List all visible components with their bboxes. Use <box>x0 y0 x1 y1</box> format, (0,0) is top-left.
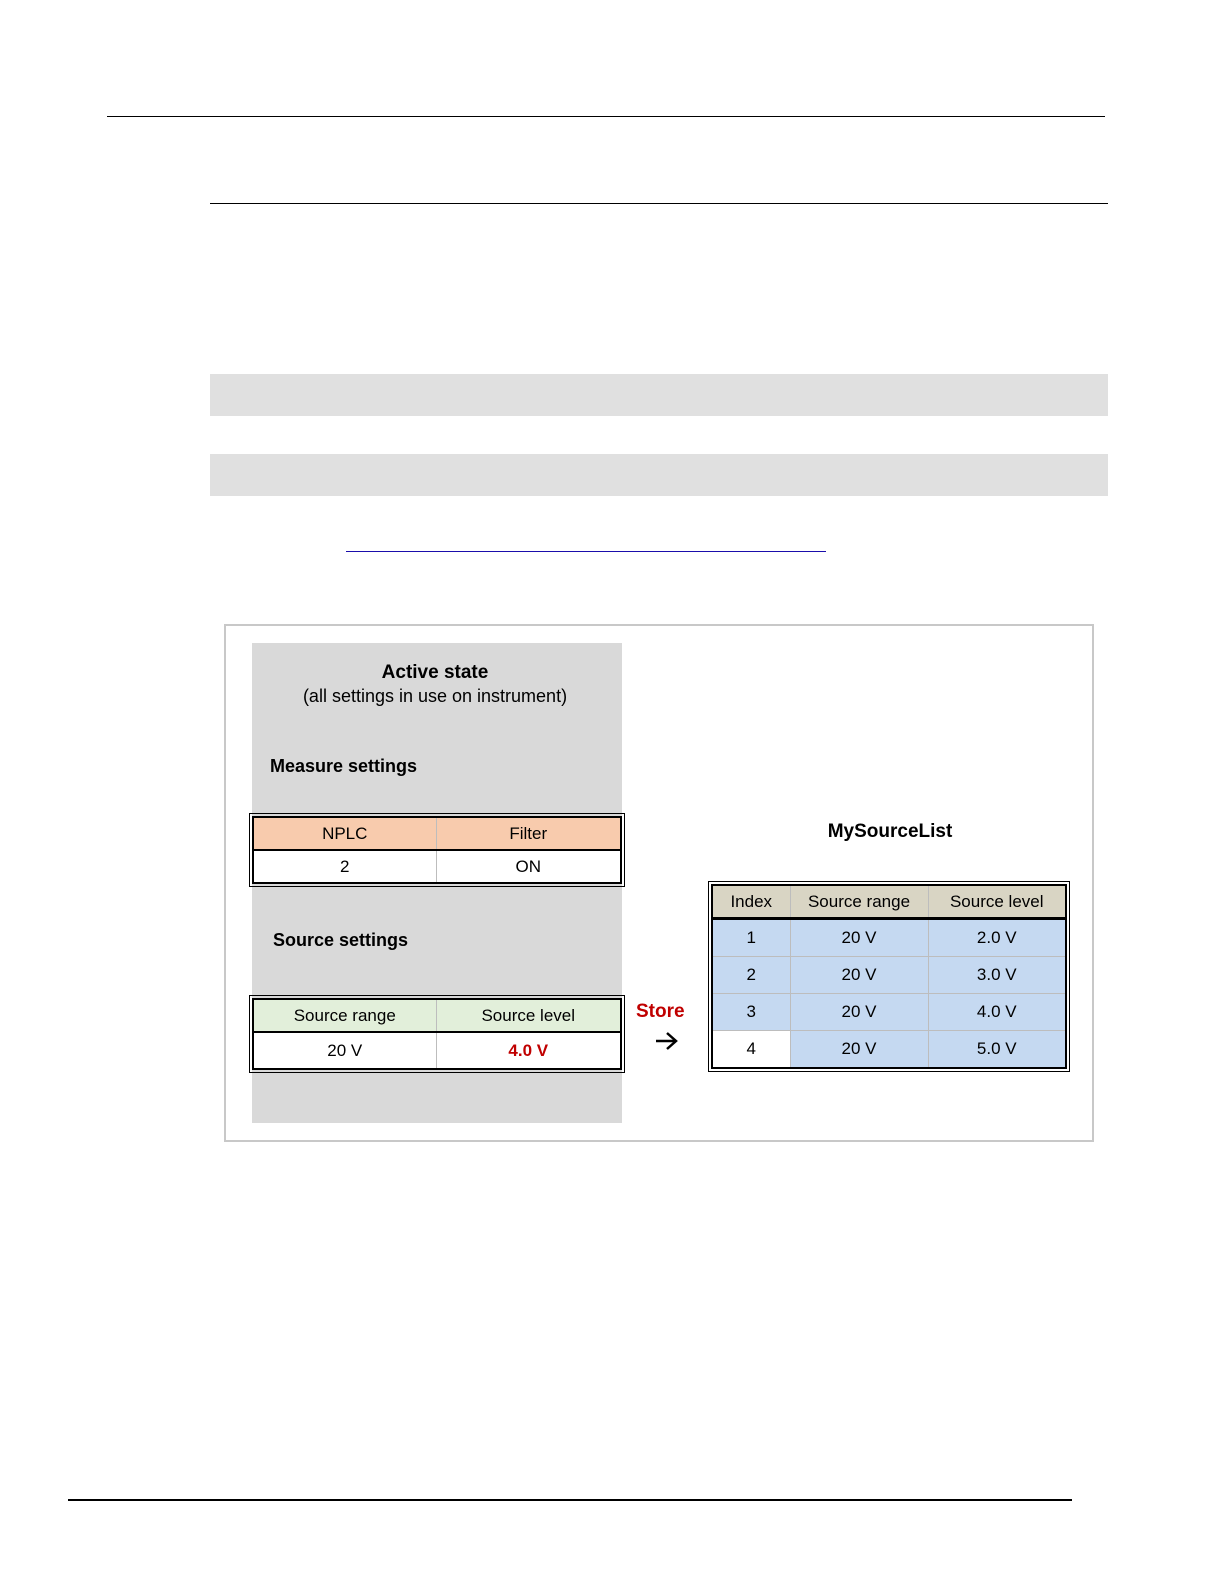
table-row <box>712 957 1066 994</box>
store-arrow-icon <box>654 1030 680 1057</box>
store-label: Store <box>636 1001 685 1022</box>
list-cell-level: 2.0 V <box>928 919 1066 957</box>
source-settings-label: Source settings <box>273 930 409 950</box>
active-state-title: Active state <box>381 662 489 683</box>
code-band-2 <box>210 454 1108 496</box>
measure-settings-label: Measure settings <box>270 756 418 776</box>
source-list-table <box>711 884 1067 1069</box>
measure-header-filter: Filter <box>436 817 621 850</box>
footer-rule <box>68 1499 1072 1501</box>
source-header-level: Source level <box>436 999 621 1032</box>
list-cell-index: 4 <box>712 1031 790 1069</box>
source-header-range: Source range <box>253 999 436 1032</box>
list-cell-range: 20 V <box>790 1031 928 1069</box>
list-header-level: Source level <box>928 885 1066 919</box>
source-value-range: 20 V <box>253 1032 436 1069</box>
list-cell-index: 1 <box>712 919 790 957</box>
measure-value-filter: ON <box>436 850 621 883</box>
list-cell-level: 4.0 V <box>928 994 1066 1031</box>
table-row <box>712 1031 1066 1069</box>
measure-value-nplc: 2 <box>253 850 436 883</box>
measure-header-nplc: NPLC <box>253 817 436 850</box>
section-rule <box>210 203 1108 204</box>
measure-settings-table <box>252 816 622 884</box>
list-cell-range: 20 V <box>790 957 928 994</box>
source-list-title: MySourceList <box>827 821 953 842</box>
list-cell-level: 3.0 V <box>928 957 1066 994</box>
list-cell-index: 2 <box>712 957 790 994</box>
list-header-index: Index <box>712 885 790 919</box>
table-row <box>712 994 1066 1031</box>
list-cell-range: 20 V <box>790 919 928 957</box>
source-settings-table <box>252 998 622 1070</box>
header-rule <box>107 116 1105 117</box>
active-state-subtitle: (all settings in use on instrument) <box>302 686 568 706</box>
table-row <box>712 919 1066 957</box>
list-cell-index: 3 <box>712 994 790 1031</box>
code-band-1 <box>210 374 1108 416</box>
list-cell-level: 5.0 V <box>928 1031 1066 1069</box>
link-underline[interactable] <box>346 551 826 552</box>
source-value-level: 4.0 V <box>436 1032 621 1069</box>
list-header-range: Source range <box>790 885 928 919</box>
list-cell-range: 20 V <box>790 994 928 1031</box>
